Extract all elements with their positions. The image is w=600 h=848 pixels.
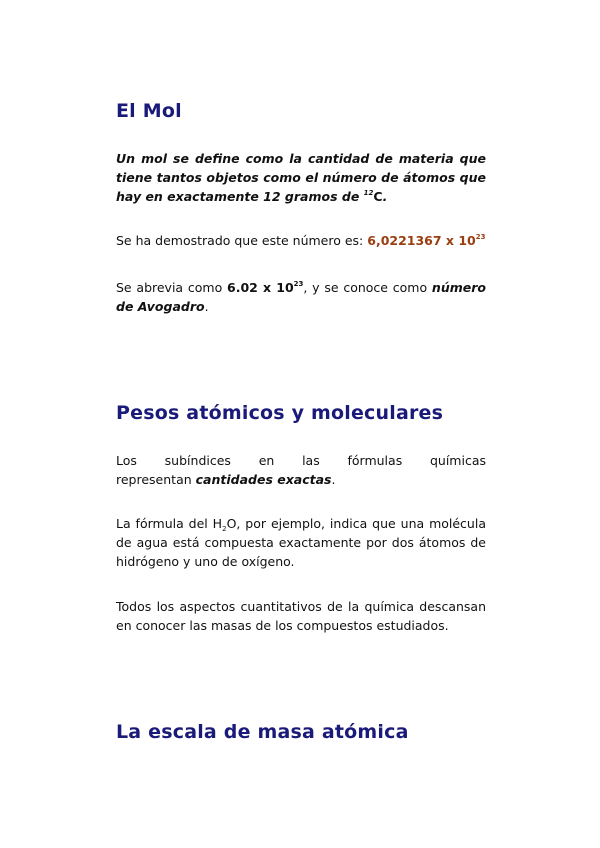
section-title-el-mol: El Mol (116, 100, 182, 122)
water-prefix: La fórmula del H (116, 516, 223, 531)
subindices-end: . (331, 472, 336, 487)
water-subscript: 2 (222, 525, 227, 533)
avogadro-value: 6,0221367 x $10^{23}$ (367, 233, 486, 248)
avogadro-value-paragraph (116, 231, 486, 250)
abbr-value: 6.02 x $10^{23}$ (227, 280, 304, 295)
abbr-exponent: 23 (293, 280, 304, 288)
avogadro-abbreviation-paragraph (116, 278, 486, 316)
subindices-line1: Los subíndices en las fórmulas químicas (116, 453, 486, 468)
carbon-isotope-superscript: 12 (363, 189, 374, 197)
mol-definition-end: . (382, 189, 388, 204)
water-after: O, por ejemplo, indica que una molécula de agua está compuesta exactamente por dos átomos de hidrógeno y uno de oxígeno. (116, 516, 486, 569)
section-title-pesos: Pesos atómicos y moleculares (116, 402, 444, 424)
abbr-end: . (204, 299, 209, 314)
avogadro-exponent: 23 (475, 233, 486, 241)
subindices-prefix: representan (116, 472, 196, 487)
abbr-prefix: Se abrevia como (116, 280, 228, 295)
avogadro-value-prefix: Se ha demostrado que este número es: (116, 233, 368, 248)
mol-definition-paragraph (116, 149, 486, 206)
carbon-element-symbol: C (373, 189, 383, 204)
water-formula-paragraph (116, 514, 486, 571)
cantidades-exactas-term: cantidades exactas (195, 472, 332, 487)
quantitative-paragraph: Todos los aspectos cuantitativos de la química descansan en conocer las masas de los compuestos estudiados. (116, 599, 486, 633)
avogadro-number-term: número de Avogadro (116, 280, 486, 314)
section-title-escala: La escala de masa atómica (116, 721, 409, 743)
subindices-paragraph (116, 451, 486, 489)
mol-definition-text: Un mol se define como la cantidad de materia que tiene tantos objetos como el número de átomos que hay en exactamente 12 gramos de (116, 151, 486, 204)
abbr-middle: , y se conoce como (303, 280, 432, 295)
